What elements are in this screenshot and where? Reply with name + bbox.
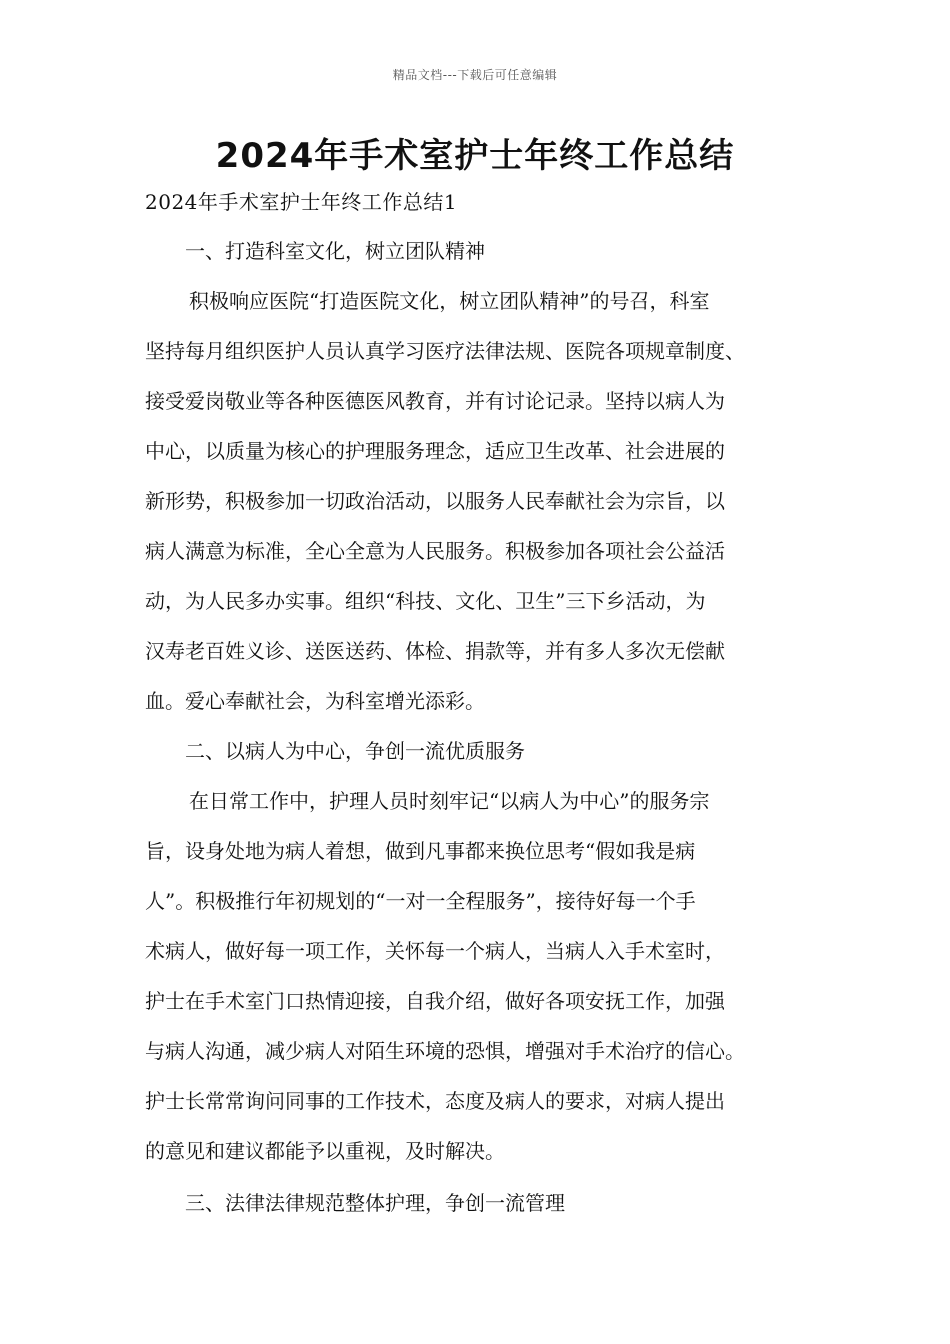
header-note: 精品文档---下载后可任意编辑 — [392, 68, 558, 82]
section-heading-3: 三、法律法律规范整体护理，争创一流管理 — [185, 1191, 565, 1215]
section-paragraph-1 — [145, 276, 813, 726]
paragraph-line: 术病人，做好每一项工作，关怀每一个病人，当病人入手术室时， — [145, 939, 725, 963]
paragraph-line: 在日常工作中，护理人员时刻牢记“以病人为中心”的服务宗 — [189, 789, 710, 813]
paragraph-line: 病人满意为标准，全心全意为人民服务。积极参加各项社会公益活 — [145, 539, 725, 563]
section-heading-2: 二、以病人为中心，争创一流优质服务 — [185, 739, 525, 763]
paragraph-line: 旨，设身处地为病人着想，做到凡事都来换位思考“假如我是病 — [145, 839, 696, 863]
paragraph-line: 新形势，积极参加一切政治活动，以服务人民奉献社会为宗旨，以 — [145, 489, 725, 513]
paragraph-line: 与病人沟通，减少病人对陌生环境的恐惧，增强对手术治疗的信心。 — [145, 1039, 745, 1063]
paragraph-line: 护士长常常询问同事的工作技术，态度及病人的要求，对病人提出 — [145, 1089, 725, 1113]
paragraph-line: 坚持每月组织医护人员认真学习医疗法律法规、医院各项规章制度、 — [145, 339, 745, 363]
document-body — [145, 226, 813, 1228]
paragraph-line: 动，为人民多办实事。组织“科技、文化、卫生”三下乡活动，为 — [145, 589, 706, 613]
paragraph-line: 护士在手术室门口热情迎接，自我介绍，做好各项安抚工作，加强 — [145, 989, 725, 1013]
section-paragraph-2 — [145, 776, 813, 1176]
paragraph-line: 人”。积极推行年初规划的“一对一全程服务”，接待好每一个手 — [145, 889, 696, 913]
paragraph-line: 的意见和建议都能予以重视，及时解决。 — [145, 1139, 505, 1163]
paragraph-line: 血。爱心奉献社会，为科室增光添彩。 — [145, 689, 485, 713]
document-title: 2024年手术室护士年终工作总结 — [215, 136, 735, 176]
paragraph-line: 接受爱岗敬业等各种医德医风教育，并有讨论记录。坚持以病人为 — [145, 389, 725, 413]
section-heading-1: 一、打造科室文化，树立团队精神 — [185, 239, 485, 263]
paragraph-line: 中心，以质量为核心的护理服务理念，适应卫生改革、社会进展的 — [145, 439, 725, 463]
paragraph-line: 汉寿老百姓义诊、送医送药、体检、捐款等，并有多人多次无偿献 — [145, 639, 725, 663]
paragraph-line: 积极响应医院“打造医院文化，树立团队精神”的号召，科室 — [189, 289, 710, 313]
document-subtitle: 2024年手术室护士年终工作总结1 — [145, 190, 458, 214]
